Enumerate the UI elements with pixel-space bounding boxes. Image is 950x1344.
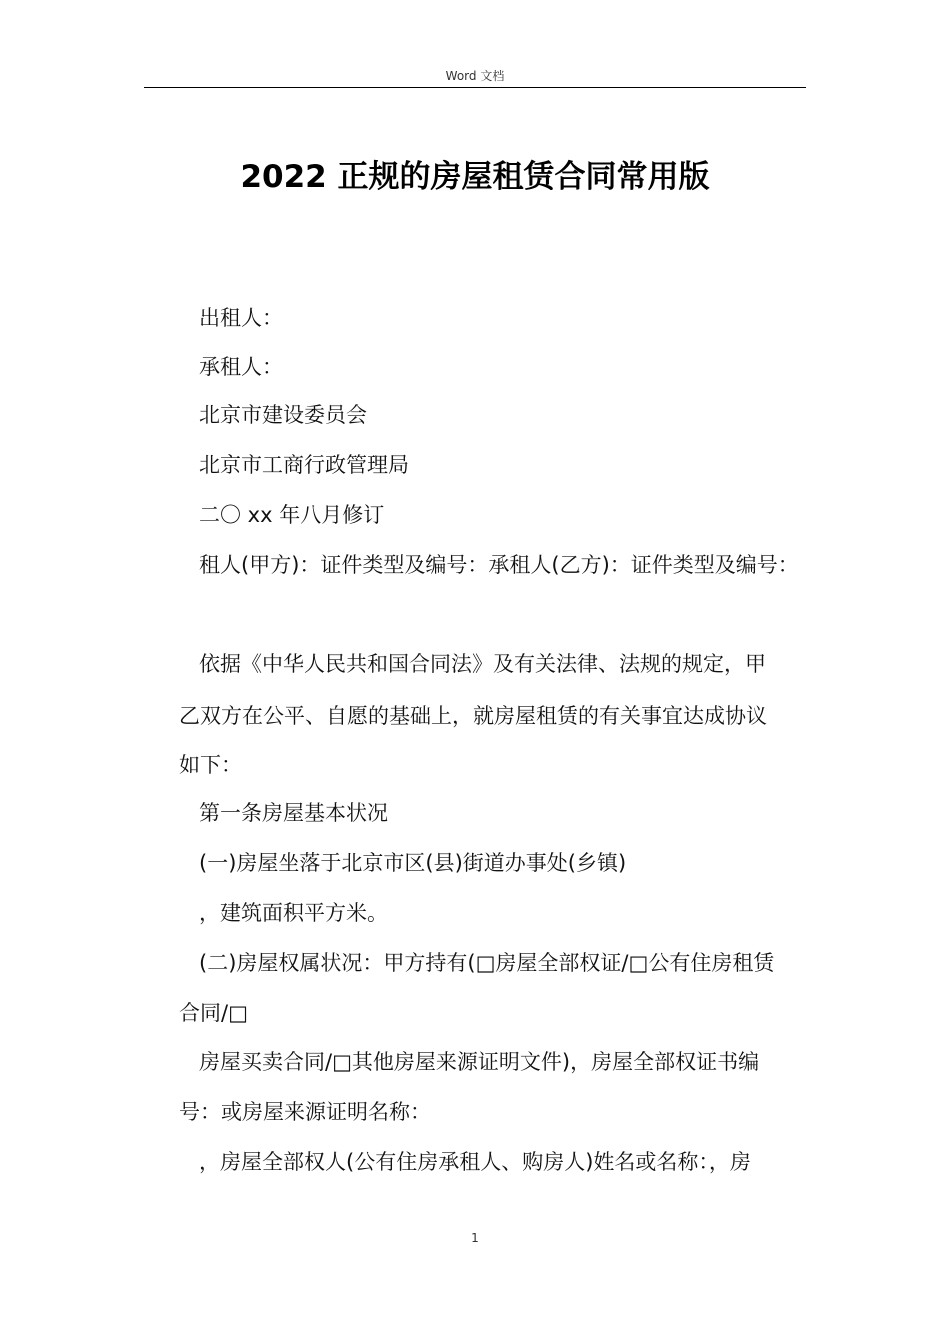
paragraph-line: 依据《中华人民共和国合同法》及有关法律、法规的规定，甲 (199, 652, 766, 676)
paragraph-line: (二)房屋权属状况：甲方持有(□房屋全部权证/□公有住房租赁 (199, 951, 775, 975)
paragraph-line: 第一条房屋基本状况 (199, 801, 388, 825)
paragraph-line: 北京市建设委员会 (199, 403, 367, 427)
paragraph-line: 号：或房屋来源证明名称： (179, 1100, 431, 1124)
paragraph-line: (一)房屋坐落于北京市区(县)街道办事处(乡镇) (199, 851, 627, 875)
paragraph-line: 房屋买卖合同/□其他房屋来源证明文件)，房屋全部权证书编 (199, 1050, 760, 1074)
document-title: 2022 正规的房屋租赁合同常用版 (240, 159, 710, 195)
paragraph-line: 如下： (179, 753, 242, 777)
page-number: 1 (471, 1231, 479, 1245)
paragraph-line: 承租人： (199, 355, 283, 379)
paragraph-line: ，建筑面积平方米。 (199, 901, 388, 925)
header-label: Word 文档 (445, 69, 505, 83)
paragraph-line: 乙双方在公平、自愿的基础上，就房屋租赁的有关事宜达成协议 (179, 704, 767, 728)
paragraph-line: 出租人： (199, 306, 283, 330)
header-rule (144, 87, 806, 88)
paragraph-line: 租人(甲方)：证件类型及编号：承租人(乙方)：证件类型及编号： (199, 553, 799, 577)
paragraph-line: 北京市工商行政管理局 (199, 453, 409, 477)
paragraph-line: ，房屋全部权人(公有住房承租人、购房人)姓名或名称：，房 (199, 1150, 751, 1174)
paragraph-line: 合同/□ (179, 1001, 248, 1025)
paragraph-line: 二〇 xx 年八月修订 (199, 503, 385, 527)
